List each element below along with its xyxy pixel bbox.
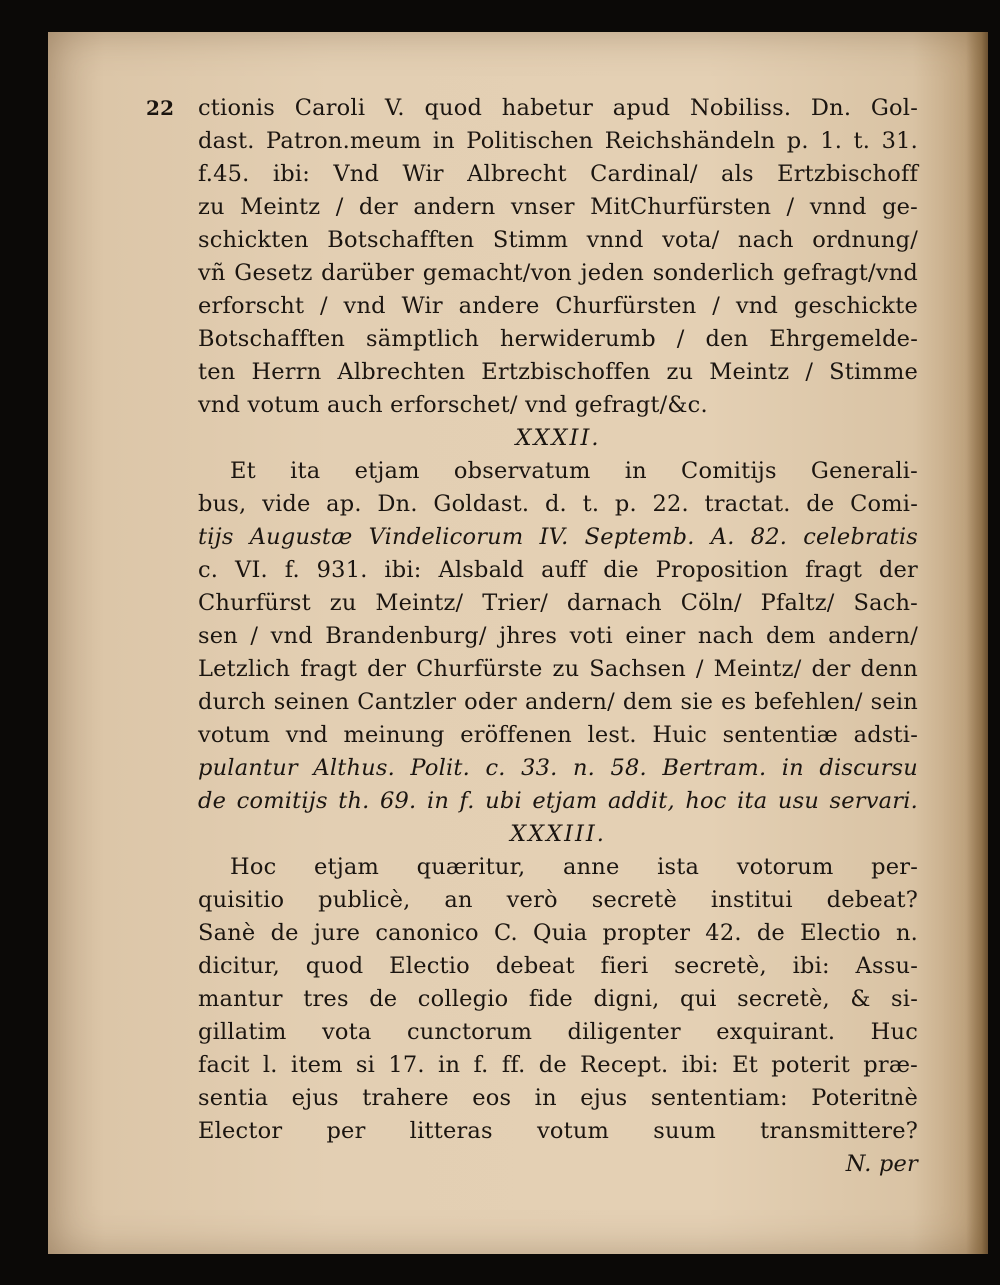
text-line: bus, vide ap. Dn. Goldast. d. t. p. 22. tractat. de Comi- (198, 491, 918, 517)
book-page (48, 32, 988, 1254)
text-line: gillatim vota cunctorum diligenter exquirant. Huc (198, 1019, 918, 1045)
text-line: dicitur, quod Electio debeat fieri secretè, ibi: Assu- (198, 953, 918, 979)
text-line: Sanè de jure canonico C. Quia propter 42. de Electio n. (198, 920, 918, 946)
text-line: vnd votum auch erforschet/ vnd gefragt/&c. (198, 392, 708, 418)
text-line: zu Meintz / der andern vnser MitChurfürsten / vnnd ge- (198, 194, 918, 220)
text-line: c. VI. f. 931. ibi: Alsbald auff die Proposition fragt der (198, 557, 918, 583)
text-line: f.45. ibi: Vnd Wir Albrecht Cardinal/ als Ertzbischoff (198, 161, 918, 187)
text-line: Botschafften sämptlich herwiderumb / den Ehrgemelde- (198, 326, 918, 352)
text-line: de comitijs th. 69. in f. ubi etjam addit, hoc ita usu servari. (198, 788, 918, 814)
section-number: XXXII. (515, 425, 601, 451)
text-line: facit l. item si 17. in f. ff. de Recept. ibi: Et poterit præ- (198, 1052, 918, 1078)
text-line: sen / vnd Brandenburg/ jhres voti einer nach dem andern/ (198, 623, 918, 649)
text-line: Letzlich fragt der Churfürste zu Sachsen / Meintz/ der denn (198, 656, 918, 682)
catchword: N. per (845, 1151, 918, 1177)
text-line: 22 ctionis Caroli V. quod habetur apud Nobiliss. Dn. Gol- (198, 92, 918, 125)
text-line: Elector per litteras votum suum transmittere? (198, 1118, 918, 1144)
text-line: dast. Patron.meum in Politischen Reichshändeln p. 1. t. 31. (198, 128, 918, 154)
text-line: sentia ejus trahere eos in ejus sententiam: Poteritnè (198, 1085, 918, 1111)
text-line: erforscht / vnd Wir andere Churfürsten / vnd geschickte (198, 293, 918, 319)
page-number: 22 (146, 96, 175, 120)
section-number: XXXIII. (510, 821, 606, 847)
text-line: vñ Gesetz darüber gemacht/von jeden sonderlich gefragt/vnd (198, 260, 918, 286)
text-line: ten Herrn Albrechten Ertzbischoffen zu Meintz / Stimme (198, 359, 918, 385)
page-edge (966, 32, 988, 1254)
text-line: Hoc etjam quæritur, anne ista votorum per- (230, 854, 918, 880)
text-line: Et ita etjam observatum in Comitijs Generali- (230, 458, 918, 484)
text-line: tijs Augustæ Vindelicorum IV. Septemb. A. 82. celebratis (198, 524, 918, 550)
text-line: pulantur Althus. Polit. c. 33. n. 58. Bertram. in discursu (198, 755, 918, 781)
text-line: votum vnd meinung eröffenen lest. Huic sententiæ adsti- (198, 722, 918, 748)
text-line: mantur tres de collegio fide digni, qui secretè, & si- (198, 986, 918, 1012)
page-text (146, 92, 918, 1181)
text-line: quisitio publicè, an verò secretè institui debeat? (198, 887, 918, 913)
text-line: durch seinen Cantzler oder andern/ dem sie es befehlen/ sein (198, 689, 918, 715)
text-line: Churfürst zu Meintz/ Trier/ darnach Cöln/ Pfaltz/ Sach- (198, 590, 918, 616)
text-line: schickten Botschafften Stimm vnnd vota/ nach ordnung/ (198, 227, 918, 253)
